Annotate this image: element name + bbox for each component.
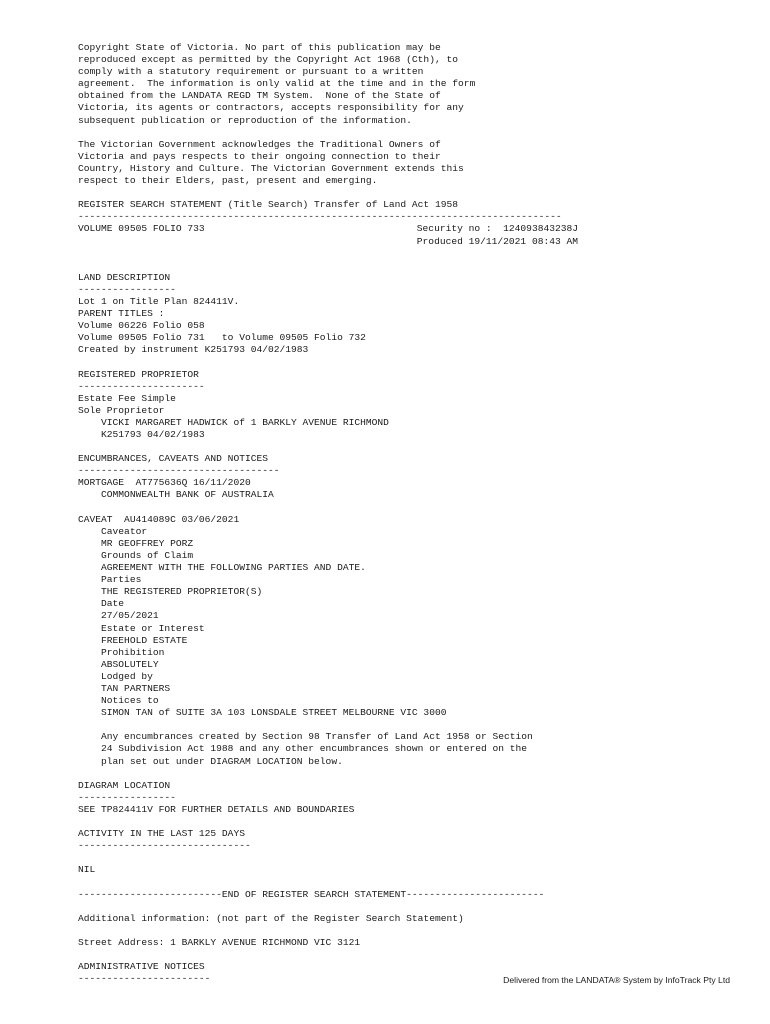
copyright-line: Victoria, its agents or contractors, accepts responsibility for any [78, 102, 464, 114]
activity-value: NIL [78, 864, 96, 876]
section-rule: ----------------- [78, 283, 176, 295]
copyright-line: reproduced except as permitted by the Copyright Act 1968 (Cth), to [78, 54, 458, 66]
land-line: PARENT TITLES : [78, 308, 165, 320]
caveat-line: SIMON TAN of SUITE 3A 103 LONSDALE STREET MELBOURNE VIC 3000 [78, 707, 447, 719]
section-heading: ENCUMBRANCES, CAVEATS AND NOTICES [78, 453, 268, 465]
copyright-line: obtained from the LANDATA REGD TM System. None of the State of [78, 90, 441, 102]
caveat-line: Prohibition [78, 646, 165, 658]
caveat-line: Date [78, 598, 125, 610]
acknowledgement-line: The Victorian Government acknowledges the Traditional Owners of [78, 138, 441, 150]
section-heading: REGISTERED PROPRIETOR [78, 368, 199, 380]
proprietor-line: K251793 04/02/1983 [78, 429, 205, 440]
encumbrance-note-line: Any encumbrances created by Section 98 Transfer of Land Act 1958 or Section [78, 731, 533, 743]
copyright-line: Copyright State of Victoria. No part of this publication may be [78, 42, 441, 53]
encumbrances-section [78, 453, 618, 767]
caveat-line: Parties [78, 574, 142, 586]
diagram-location-section [78, 780, 618, 816]
encumbrance-note-line: plan set out under DIAGRAM LOCATION below. [78, 755, 343, 767]
activity-section [78, 828, 618, 876]
copyright-line: agreement. The information is only valid at the time and in the form [78, 78, 476, 90]
section-heading: DIAGRAM LOCATION [78, 779, 171, 791]
section-heading: LAND DESCRIPTION [78, 271, 171, 283]
diagram-line: SEE TP824411V FOR FURTHER DETAILS AND BOUNDARIES [78, 803, 355, 815]
caveat-line: 27/05/2021 [78, 610, 159, 622]
caveat-line: CAVEAT AU414089C 03/06/2021 [78, 513, 240, 525]
caveat-line: Lodged by [78, 670, 153, 682]
land-line: Lot 1 on Title Plan 824411V. [78, 295, 240, 307]
title-search-document [78, 42, 618, 985]
mortgage-line: MORTGAGE AT775636Q 16/11/2020 [78, 477, 251, 489]
land-line: Created by instrument K251793 04/02/1983 [78, 344, 309, 356]
acknowledgement-notice [78, 139, 618, 187]
encumbrance-note-line: 24 Subdivision Act 1988 and any other encumbrances shown or entered on the [78, 743, 528, 755]
street-address: Street Address: 1 BARKLY AVENUE RICHMOND VIC 3121 [78, 936, 361, 948]
land-line: Volume 06226 Folio 058 [78, 320, 205, 332]
acknowledgement-line: Victoria and pays respects to their ongoing connection to their [78, 150, 441, 162]
produced-date: Produced 19/11/2021 08:43 AM [416, 235, 578, 247]
section-rule: ---------------------- [78, 380, 205, 392]
caveat-line: TAN PARTNERS [78, 682, 171, 694]
section-heading: ADMINISTRATIVE NOTICES [78, 961, 205, 973]
delivery-footer: Delivered from the LANDATA® System by InfoTrack Pty Ltd [503, 975, 730, 985]
proprietor-line: VICKI MARGARET HADWICK of 1 BARKLY AVENUE RICHMOND [78, 416, 389, 428]
caveat-line: FREEHOLD ESTATE [78, 634, 188, 646]
section-rule: ----------------------------------- [78, 465, 280, 477]
mortgage-line: COMMONWEALTH BANK OF AUSTRALIA [78, 489, 274, 501]
caveat-line: Grounds of Claim [78, 549, 194, 561]
land-line: Volume 09505 Folio 731 to Volume 09505 Folio 732 [78, 332, 366, 344]
acknowledgement-line: respect to their Elders, past, present and emerging. [78, 175, 378, 187]
volume-folio: VOLUME 09505 FOLIO 733 [78, 223, 205, 235]
proprietor-line: Sole Proprietor [78, 404, 165, 416]
caveat-line: MR GEOFFREY PORZ [78, 537, 194, 549]
copyright-notice [78, 42, 618, 127]
land-description-section [78, 272, 618, 357]
copyright-line: subsequent publication or reproduction of the information. [78, 114, 412, 126]
caveat-line: AGREEMENT WITH THE FOLLOWING PARTIES AND DATE. [78, 562, 366, 574]
statement-rule: ------------------------------------------------------------------------------------ [78, 211, 562, 223]
proprietor-line: Estate Fee Simple [78, 392, 176, 404]
additional-information: Additional information: (not part of the Register Search Statement) [78, 912, 464, 924]
acknowledgement-line: Country, History and Culture. The Victorian Government extends this [78, 162, 464, 174]
caveat-line: Caveator [78, 525, 148, 537]
statement-heading: REGISTER SEARCH STATEMENT (Title Search) Transfer of Land Act 1958 [78, 199, 458, 211]
section-heading: ACTIVITY IN THE LAST 125 DAYS [78, 828, 245, 840]
caveat-line: THE REGISTERED PROPRIETOR(S) [78, 586, 263, 598]
caveat-line: ABSOLUTELY [78, 658, 159, 670]
security-number: Security no : 124093843238J [416, 223, 578, 235]
end-of-statement-rule: -------------------------END OF REGISTER SEARCH STATEMENT------------------------ [78, 888, 545, 900]
section-rule: ----------------- [78, 791, 176, 803]
section-rule: ----------------------- [78, 973, 211, 985]
copyright-line: comply with a statutory requirement or pursuant to a written [78, 66, 424, 78]
caveat-line: Estate or Interest [78, 622, 205, 634]
caveat-line: Notices to [78, 695, 159, 707]
registered-proprietor-section [78, 369, 618, 442]
section-rule: ------------------------------ [78, 840, 251, 852]
